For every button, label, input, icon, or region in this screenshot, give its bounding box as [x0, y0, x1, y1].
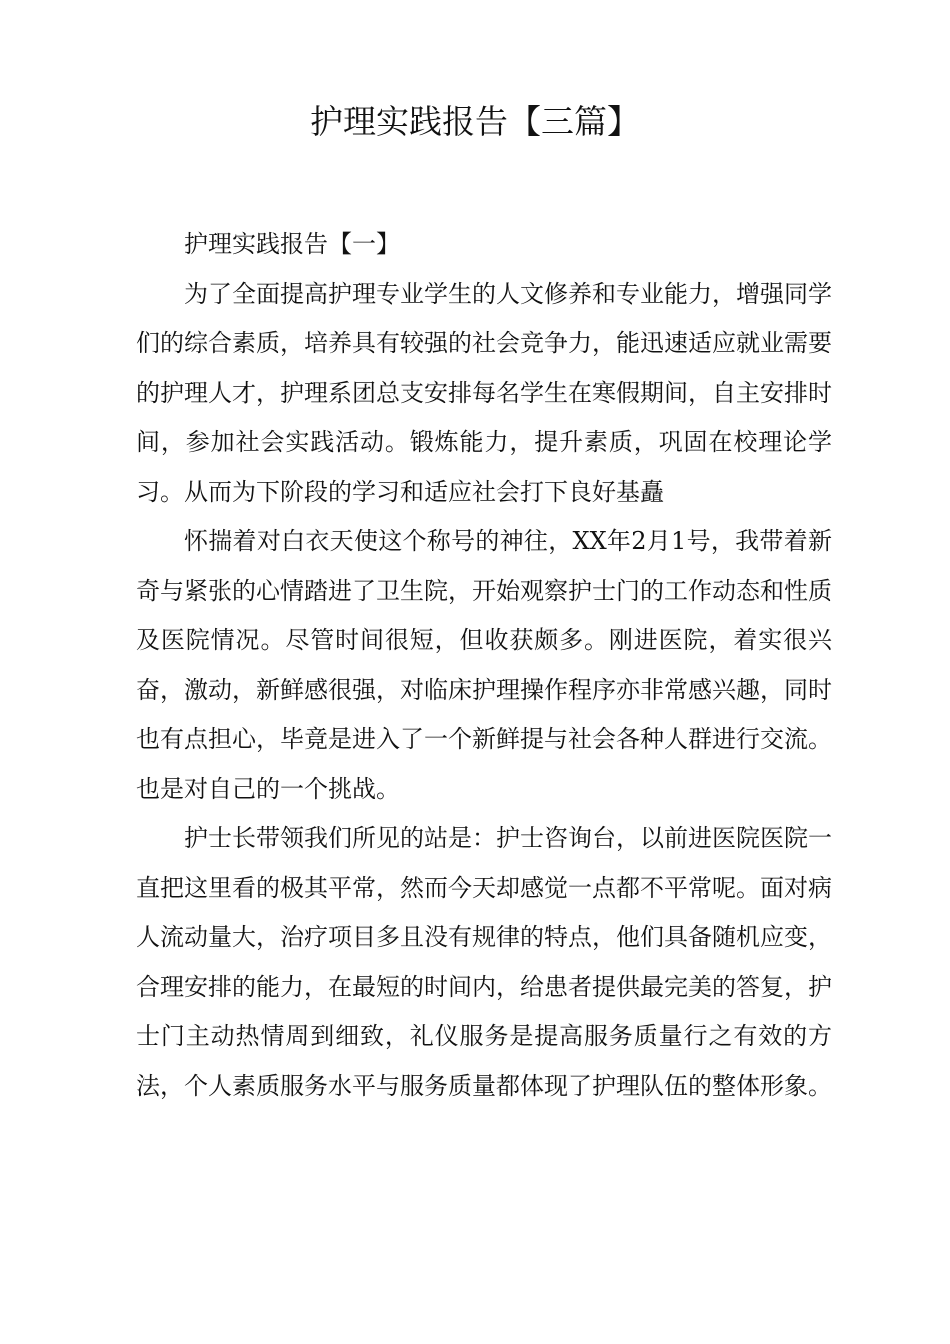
paragraph-2: 怀揣着对白衣天使这个称号的神往，XX年2月1号，我带着新奇与紧张的心情踏进了卫生院，开始观察护士门的工作动态和性质及医院情况。尽管时间很短，但收获颇多。刚进医院，着实很兴奋，激动，新鲜感很强，对临床护理操作程序亦非常感兴趣，同时也有点担心，毕竟是进入了一个新鲜提与社会各种人群进行交流。也是对自己的一个挑战。 [136, 527, 832, 803]
paragraph-1: 为了全面提高护理专业学生的人文修养和专业能力，增强同学们的综合素质，培养具有较强的社会竞争力，能迅速适应就业需要的护理人才，护理系团总支安排每名学生在寒假期间，自主安排时间，参加社会实践活动。锻炼能力，提升素质，巩固在校理论学习。从而为下阶段的学习和适应社会打下良好基矗 [136, 279, 832, 506]
document-body [136, 220, 832, 1111]
paragraph-3: 护士长带领我们所见的站是：护士咨询台，以前进医院医院一直把这里看的极其平常，然而今天却感觉一点都不平常呢。面对病人流动量大，治疗项目多且没有规律的特点，他们具备随机应变，合理安排的能力，在最短的时间内，给患者提供最完美的答复，护士门主动热情周到细致，礼仪服务是提高服务质量行之有效的方法，个人素质服务水平与服务质量都体现了护理队伍的整体形象。 [136, 824, 832, 1100]
document-title: 护理实践报告【三篇】 [310, 102, 640, 141]
section-heading: 护理实践报告【一】 [184, 230, 400, 258]
